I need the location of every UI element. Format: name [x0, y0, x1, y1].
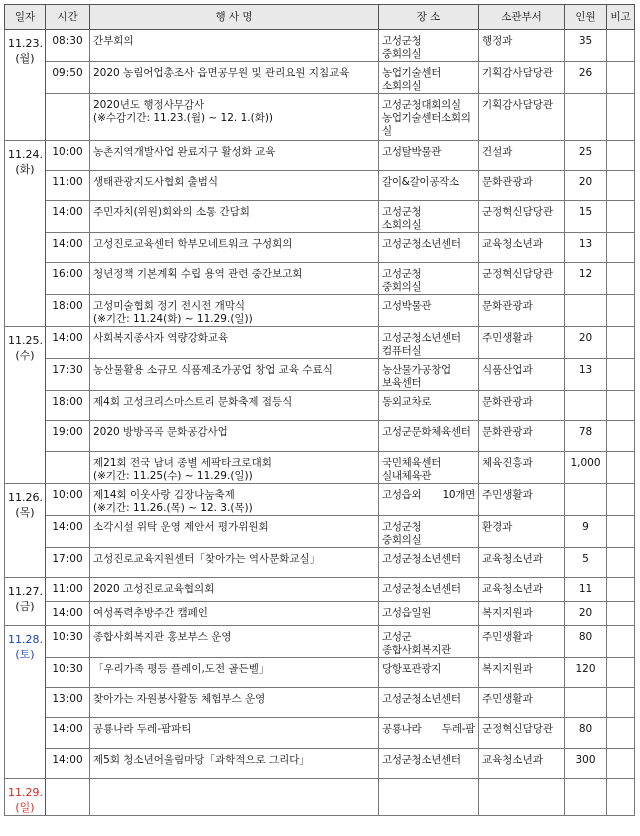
- header-row: [5, 5, 635, 30]
- event-line: 제5회 청소년어울림마당「과학적으로 그리다」: [93, 754, 310, 766]
- dept-cell: 건설과: [479, 141, 565, 171]
- place-line: 고성군청소년센터: [382, 553, 461, 565]
- event-cell: [90, 658, 379, 688]
- place-cell: [379, 201, 479, 233]
- count-cell: [565, 484, 607, 516]
- note-cell: [607, 749, 635, 779]
- count-cell: [565, 295, 607, 327]
- dept-cell: 복지지원과: [479, 602, 565, 626]
- table-row: [5, 171, 635, 201]
- event-cell: [90, 295, 379, 327]
- event-cell: [90, 718, 379, 749]
- place-cell: [379, 779, 479, 816]
- place-cell: [379, 62, 479, 94]
- place-line: 컴퓨터실: [382, 345, 422, 357]
- date-label: 11.27.: [8, 585, 43, 598]
- dept-cell: 복지지원과: [479, 658, 565, 688]
- table-row: [5, 327, 635, 359]
- event-cell: [90, 233, 379, 263]
- place-line: 고성군청소년센터: [382, 693, 461, 705]
- event-line: (※기간: 11.25(수) ~ 11.29.(일)): [93, 470, 253, 482]
- dept-cell: 환경과: [479, 516, 565, 548]
- event-cell: [90, 171, 379, 201]
- event-line: 고성진로교육지원센터「찾아가는 역사문화교실」: [93, 553, 321, 565]
- time-cell: 11:00: [46, 171, 90, 201]
- date-label: 11.29.: [8, 786, 43, 799]
- count-cell: [565, 94, 607, 141]
- place-cell: [379, 626, 479, 658]
- place-cell: [379, 452, 479, 484]
- event-line: 간부회의: [93, 35, 134, 47]
- place-cell: [379, 30, 479, 62]
- event-line: 제21회 전국 남녀 종별 세팍타크로대회: [93, 457, 272, 469]
- count-cell: [565, 779, 607, 816]
- event-line: 2020 고성진로교육협의회: [93, 583, 215, 595]
- weekday-label: (목): [15, 506, 35, 519]
- table-row: [5, 295, 635, 327]
- time-cell: 09:50: [46, 62, 90, 94]
- place-line: 고성군청소년센터: [382, 238, 461, 250]
- dept-cell: 기획감사담당관: [479, 94, 565, 141]
- time-cell: 16:00: [46, 263, 90, 295]
- note-cell: [607, 602, 635, 626]
- dept-cell: 군정혁신담당관: [479, 201, 565, 233]
- table-row: [5, 62, 635, 94]
- note-cell: [607, 62, 635, 94]
- dept-cell: 군정혁신담당관: [479, 718, 565, 749]
- note-cell: [607, 94, 635, 141]
- place-line: 농산물가공창업: [382, 364, 451, 376]
- place-line: 고성군청소년센터: [382, 583, 461, 595]
- count-cell: 300: [565, 749, 607, 779]
- place-cell: [379, 263, 479, 295]
- header-place: 장 소: [379, 5, 479, 30]
- weekday-label: (화): [15, 163, 35, 176]
- note-cell: [607, 578, 635, 602]
- event-line: 공룡나라 두레-팜파티: [93, 723, 192, 735]
- dept-cell: 군정혁신담당관: [479, 263, 565, 295]
- date-cell: [5, 327, 46, 484]
- note-cell: [607, 688, 635, 718]
- dept-cell: 문화관광과: [479, 421, 565, 452]
- count-cell: 20: [565, 327, 607, 359]
- count-cell: [565, 391, 607, 421]
- time-cell: 13:00: [46, 688, 90, 718]
- place-line: 고성군청: [382, 206, 422, 218]
- event-line: 2020 방방곡곡 문화공감사업: [93, 426, 228, 438]
- time-cell: [46, 94, 90, 141]
- time-cell: 14:00: [46, 201, 90, 233]
- dept-cell: 교육청소년과: [479, 578, 565, 602]
- note-cell: [607, 263, 635, 295]
- event-cell: [90, 263, 379, 295]
- time-cell: 17:00: [46, 548, 90, 578]
- table-row: [5, 578, 635, 602]
- date-label: 11.28.: [8, 633, 43, 646]
- note-cell: [607, 391, 635, 421]
- event-cell: [90, 548, 379, 578]
- place-cell: [379, 421, 479, 452]
- note-cell: [607, 452, 635, 484]
- place-cell: [379, 602, 479, 626]
- event-cell: [90, 688, 379, 718]
- place-line: 고성군청: [382, 521, 422, 533]
- time-cell: 14:00: [46, 718, 90, 749]
- event-cell: [90, 62, 379, 94]
- dept-cell: 행정과: [479, 30, 565, 62]
- time-cell: 14:00: [46, 516, 90, 548]
- count-cell: 5: [565, 548, 607, 578]
- table-row: [5, 359, 635, 391]
- place-cell: [379, 688, 479, 718]
- place-line: 고성군청대회의실: [382, 99, 461, 111]
- count-cell: 13: [565, 233, 607, 263]
- weekday-label: (금): [15, 600, 35, 613]
- date-cell: [5, 484, 46, 578]
- date-cell: [5, 626, 46, 779]
- table-row: [5, 626, 635, 658]
- table-row: [5, 233, 635, 263]
- event-cell: [90, 30, 379, 62]
- event-cell: [90, 327, 379, 359]
- table-row: [5, 141, 635, 171]
- place-cell: [379, 359, 479, 391]
- table-row: [5, 548, 635, 578]
- count-cell: 11: [565, 578, 607, 602]
- place-line: 농업기술센터: [382, 67, 442, 79]
- table-row: [5, 452, 635, 484]
- time-cell: 14:00: [46, 327, 90, 359]
- time-cell: 14:00: [46, 233, 90, 263]
- place-line: 고성박물관: [382, 300, 432, 312]
- dept-cell: 식품산업과: [479, 359, 565, 391]
- header-time: 시간: [46, 5, 90, 30]
- event-line: (※기간: 11.26.(목) ~ 12. 3.(목)): [93, 502, 253, 514]
- header-date: 일자: [5, 5, 46, 30]
- dept-cell: 교육청소년과: [479, 749, 565, 779]
- table-row: [5, 201, 635, 233]
- header-event: 행 사 명: [90, 5, 379, 30]
- place-line: 고성군청: [382, 268, 422, 280]
- time-cell: 10:00: [46, 141, 90, 171]
- note-cell: [607, 516, 635, 548]
- event-line: (※수감기간: 11.23.(월) ~ 12. 1.(화)): [93, 112, 274, 124]
- event-cell: [90, 626, 379, 658]
- event-line: 제4회 고성크리스마스트리 문화축제 점등식: [93, 396, 293, 408]
- table-row: [5, 484, 635, 516]
- table-row: [5, 688, 635, 718]
- count-cell: 9: [565, 516, 607, 548]
- table-row: [5, 263, 635, 295]
- place-cell: [379, 516, 479, 548]
- place-cell: [379, 718, 479, 749]
- weekday-label: (수): [15, 349, 35, 362]
- event-line: 농산물활용 소규모 식품제조가공업 창업 교육 수료식: [93, 364, 333, 376]
- count-cell: 20: [565, 171, 607, 201]
- table-row: [5, 602, 635, 626]
- count-cell: 26: [565, 62, 607, 94]
- count-cell: 13: [565, 359, 607, 391]
- event-line: 고성미술협회 정기 전시전 개막식: [93, 300, 246, 312]
- note-cell: [607, 484, 635, 516]
- place-line: 고성군문화체육센터: [382, 426, 471, 438]
- event-line: 고성진로교육센터 학부모네트워크 구성회의: [93, 238, 293, 250]
- place-line: 고성군청소년센터: [382, 332, 461, 344]
- place-line: 고성군청: [382, 35, 422, 47]
- place-cell: [379, 327, 479, 359]
- time-cell: 10:30: [46, 658, 90, 688]
- place-cell: [379, 171, 479, 201]
- place-line: 공룡나라 두레-팜: [382, 723, 475, 735]
- event-line: 제14회 이웃사랑 김장나눔축제: [93, 489, 235, 501]
- event-line: 여성폭력추방주간 캠페인: [93, 607, 208, 619]
- note-cell: [607, 421, 635, 452]
- time-cell: 10:00: [46, 484, 90, 516]
- time-cell: 18:00: [46, 295, 90, 327]
- time-cell: 11:00: [46, 578, 90, 602]
- note-cell: [607, 171, 635, 201]
- dept-cell: 교육청소년과: [479, 548, 565, 578]
- date-label: 11.24.: [8, 148, 43, 161]
- date-cell: [5, 30, 46, 141]
- place-cell: [379, 484, 479, 516]
- dept-cell: 교육청소년과: [479, 233, 565, 263]
- event-line: 청년정책 기본계획 수립 용역 관련 중간보고회: [93, 268, 303, 280]
- event-line: 종합사회복지관 홍보부스 운영: [93, 631, 232, 643]
- place-cell: [379, 578, 479, 602]
- weekday-label: (월): [15, 52, 35, 65]
- place-line: 당항포관광지: [382, 663, 442, 675]
- note-cell: [607, 359, 635, 391]
- dept-cell: 주민생활과: [479, 327, 565, 359]
- table-row: [5, 421, 635, 452]
- event-line: (※기간: 11.24(화) ~ 11.29.(일)): [93, 313, 253, 325]
- event-line: 농촌지역개발사업 완료지구 활성화 교육: [93, 146, 276, 158]
- date-label: 11.23.: [8, 37, 43, 50]
- event-cell: [90, 391, 379, 421]
- event-cell: [90, 749, 379, 779]
- time-cell: 08:30: [46, 30, 90, 62]
- count-cell: 80: [565, 718, 607, 749]
- date-label: 11.25.: [8, 334, 43, 347]
- place-line: 농업기술센터소회의실: [382, 112, 471, 137]
- table-row: [5, 516, 635, 548]
- note-cell: [607, 141, 635, 171]
- note-cell: [607, 658, 635, 688]
- event-line: 2020 농림어업총조사 읍면공무원 및 관리요원 지침교육: [93, 67, 350, 79]
- count-cell: 1,000: [565, 452, 607, 484]
- time-cell: 14:00: [46, 749, 90, 779]
- count-cell: 35: [565, 30, 607, 62]
- event-cell: [90, 94, 379, 141]
- table-row: [5, 779, 635, 816]
- dept-cell: 체육진흥과: [479, 452, 565, 484]
- time-cell: 10:30: [46, 626, 90, 658]
- place-cell: [379, 141, 479, 171]
- place-cell: [379, 749, 479, 779]
- place-line: 동외교차로: [382, 396, 432, 408]
- time-cell: [46, 779, 90, 816]
- event-cell: [90, 779, 379, 816]
- count-cell: 15: [565, 201, 607, 233]
- count-cell: 120: [565, 658, 607, 688]
- place-line: 중회의실: [382, 534, 422, 546]
- dept-cell: 주민생활과: [479, 626, 565, 658]
- dept-cell: 문화관광과: [479, 171, 565, 201]
- place-line: 소회의실: [382, 219, 422, 231]
- place-cell: [379, 658, 479, 688]
- place-line: 고성군청소년센터: [382, 754, 461, 766]
- event-line: 「우리가족 평등 플레이,도전 골든벨」: [93, 663, 270, 675]
- note-cell: [607, 233, 635, 263]
- dept-cell: 주민생활과: [479, 484, 565, 516]
- place-line: 보육센터: [382, 377, 422, 389]
- date-cell: [5, 141, 46, 327]
- place-cell: [379, 548, 479, 578]
- event-cell: [90, 484, 379, 516]
- date-cell: [5, 578, 46, 626]
- schedule-body: [5, 30, 635, 816]
- date-cell: [5, 779, 46, 816]
- place-cell: [379, 94, 479, 141]
- place-cell: [379, 233, 479, 263]
- time-cell: 17:30: [46, 359, 90, 391]
- header-note: 비고: [607, 5, 635, 30]
- table-row: [5, 658, 635, 688]
- weekday-label: (일): [15, 801, 35, 814]
- place-line: 고성읍외 10개면: [382, 489, 475, 501]
- event-cell: [90, 452, 379, 484]
- count-cell: 20: [565, 602, 607, 626]
- note-cell: [607, 779, 635, 816]
- table-row: [5, 749, 635, 779]
- time-cell: 14:00: [46, 602, 90, 626]
- note-cell: [607, 718, 635, 749]
- count-cell: 25: [565, 141, 607, 171]
- note-cell: [607, 201, 635, 233]
- event-line: 소각시설 위탁 운영 제안서 평가위원회: [93, 521, 269, 533]
- place-line: 국민체육센터: [382, 457, 442, 469]
- time-cell: [46, 452, 90, 484]
- count-cell: 80: [565, 626, 607, 658]
- dept-cell: 주민생활과: [479, 688, 565, 718]
- event-cell: [90, 201, 379, 233]
- place-line: 고성군: [382, 631, 412, 643]
- event-cell: [90, 516, 379, 548]
- note-cell: [607, 548, 635, 578]
- time-cell: 18:00: [46, 391, 90, 421]
- place-line: 갈이&갈이공작소: [382, 176, 459, 188]
- note-cell: [607, 327, 635, 359]
- event-line: 사회복지종사자 역량강화교육: [93, 332, 229, 344]
- place-cell: [379, 391, 479, 421]
- table-row: [5, 30, 635, 62]
- event-line: 2020년도 행정사무감사: [93, 99, 205, 111]
- dept-cell: 문화관광과: [479, 391, 565, 421]
- weekday-label: (토): [15, 648, 35, 661]
- schedule-table: [4, 4, 635, 816]
- header-dept: 소관부서: [479, 5, 565, 30]
- count-cell: [565, 688, 607, 718]
- place-line: 고성탈박물관: [382, 146, 442, 158]
- place-line: 고성읍일원: [382, 607, 432, 619]
- place-line: 소회의실: [382, 80, 422, 92]
- event-cell: [90, 578, 379, 602]
- event-line: 찾아가는 자원봉사활동 체험부스 운영: [93, 693, 266, 705]
- event-cell: [90, 359, 379, 391]
- event-line: 생태관광지도사협회 출범식: [93, 176, 219, 188]
- event-cell: [90, 421, 379, 452]
- place-line: 실내체육관: [382, 470, 432, 482]
- header-count: 인원: [565, 5, 607, 30]
- note-cell: [607, 30, 635, 62]
- place-line: 중회의실: [382, 48, 422, 60]
- note-cell: [607, 626, 635, 658]
- dept-cell: 문화관광과: [479, 295, 565, 327]
- dept-cell: 기획감사담당관: [479, 62, 565, 94]
- event-cell: [90, 602, 379, 626]
- place-line: 종합사회복지관: [382, 644, 451, 656]
- count-cell: 12: [565, 263, 607, 295]
- event-cell: [90, 141, 379, 171]
- table-row: [5, 391, 635, 421]
- note-cell: [607, 295, 635, 327]
- table-row: [5, 718, 635, 749]
- place-cell: [379, 295, 479, 327]
- date-label: 11.26.: [8, 491, 43, 504]
- event-line: 주민자치(위원)회와의 소통 간담회: [93, 206, 250, 218]
- dept-cell: [479, 779, 565, 816]
- table-row: [5, 94, 635, 141]
- place-line: 중회의실: [382, 281, 422, 293]
- time-cell: 19:00: [46, 421, 90, 452]
- count-cell: 78: [565, 421, 607, 452]
